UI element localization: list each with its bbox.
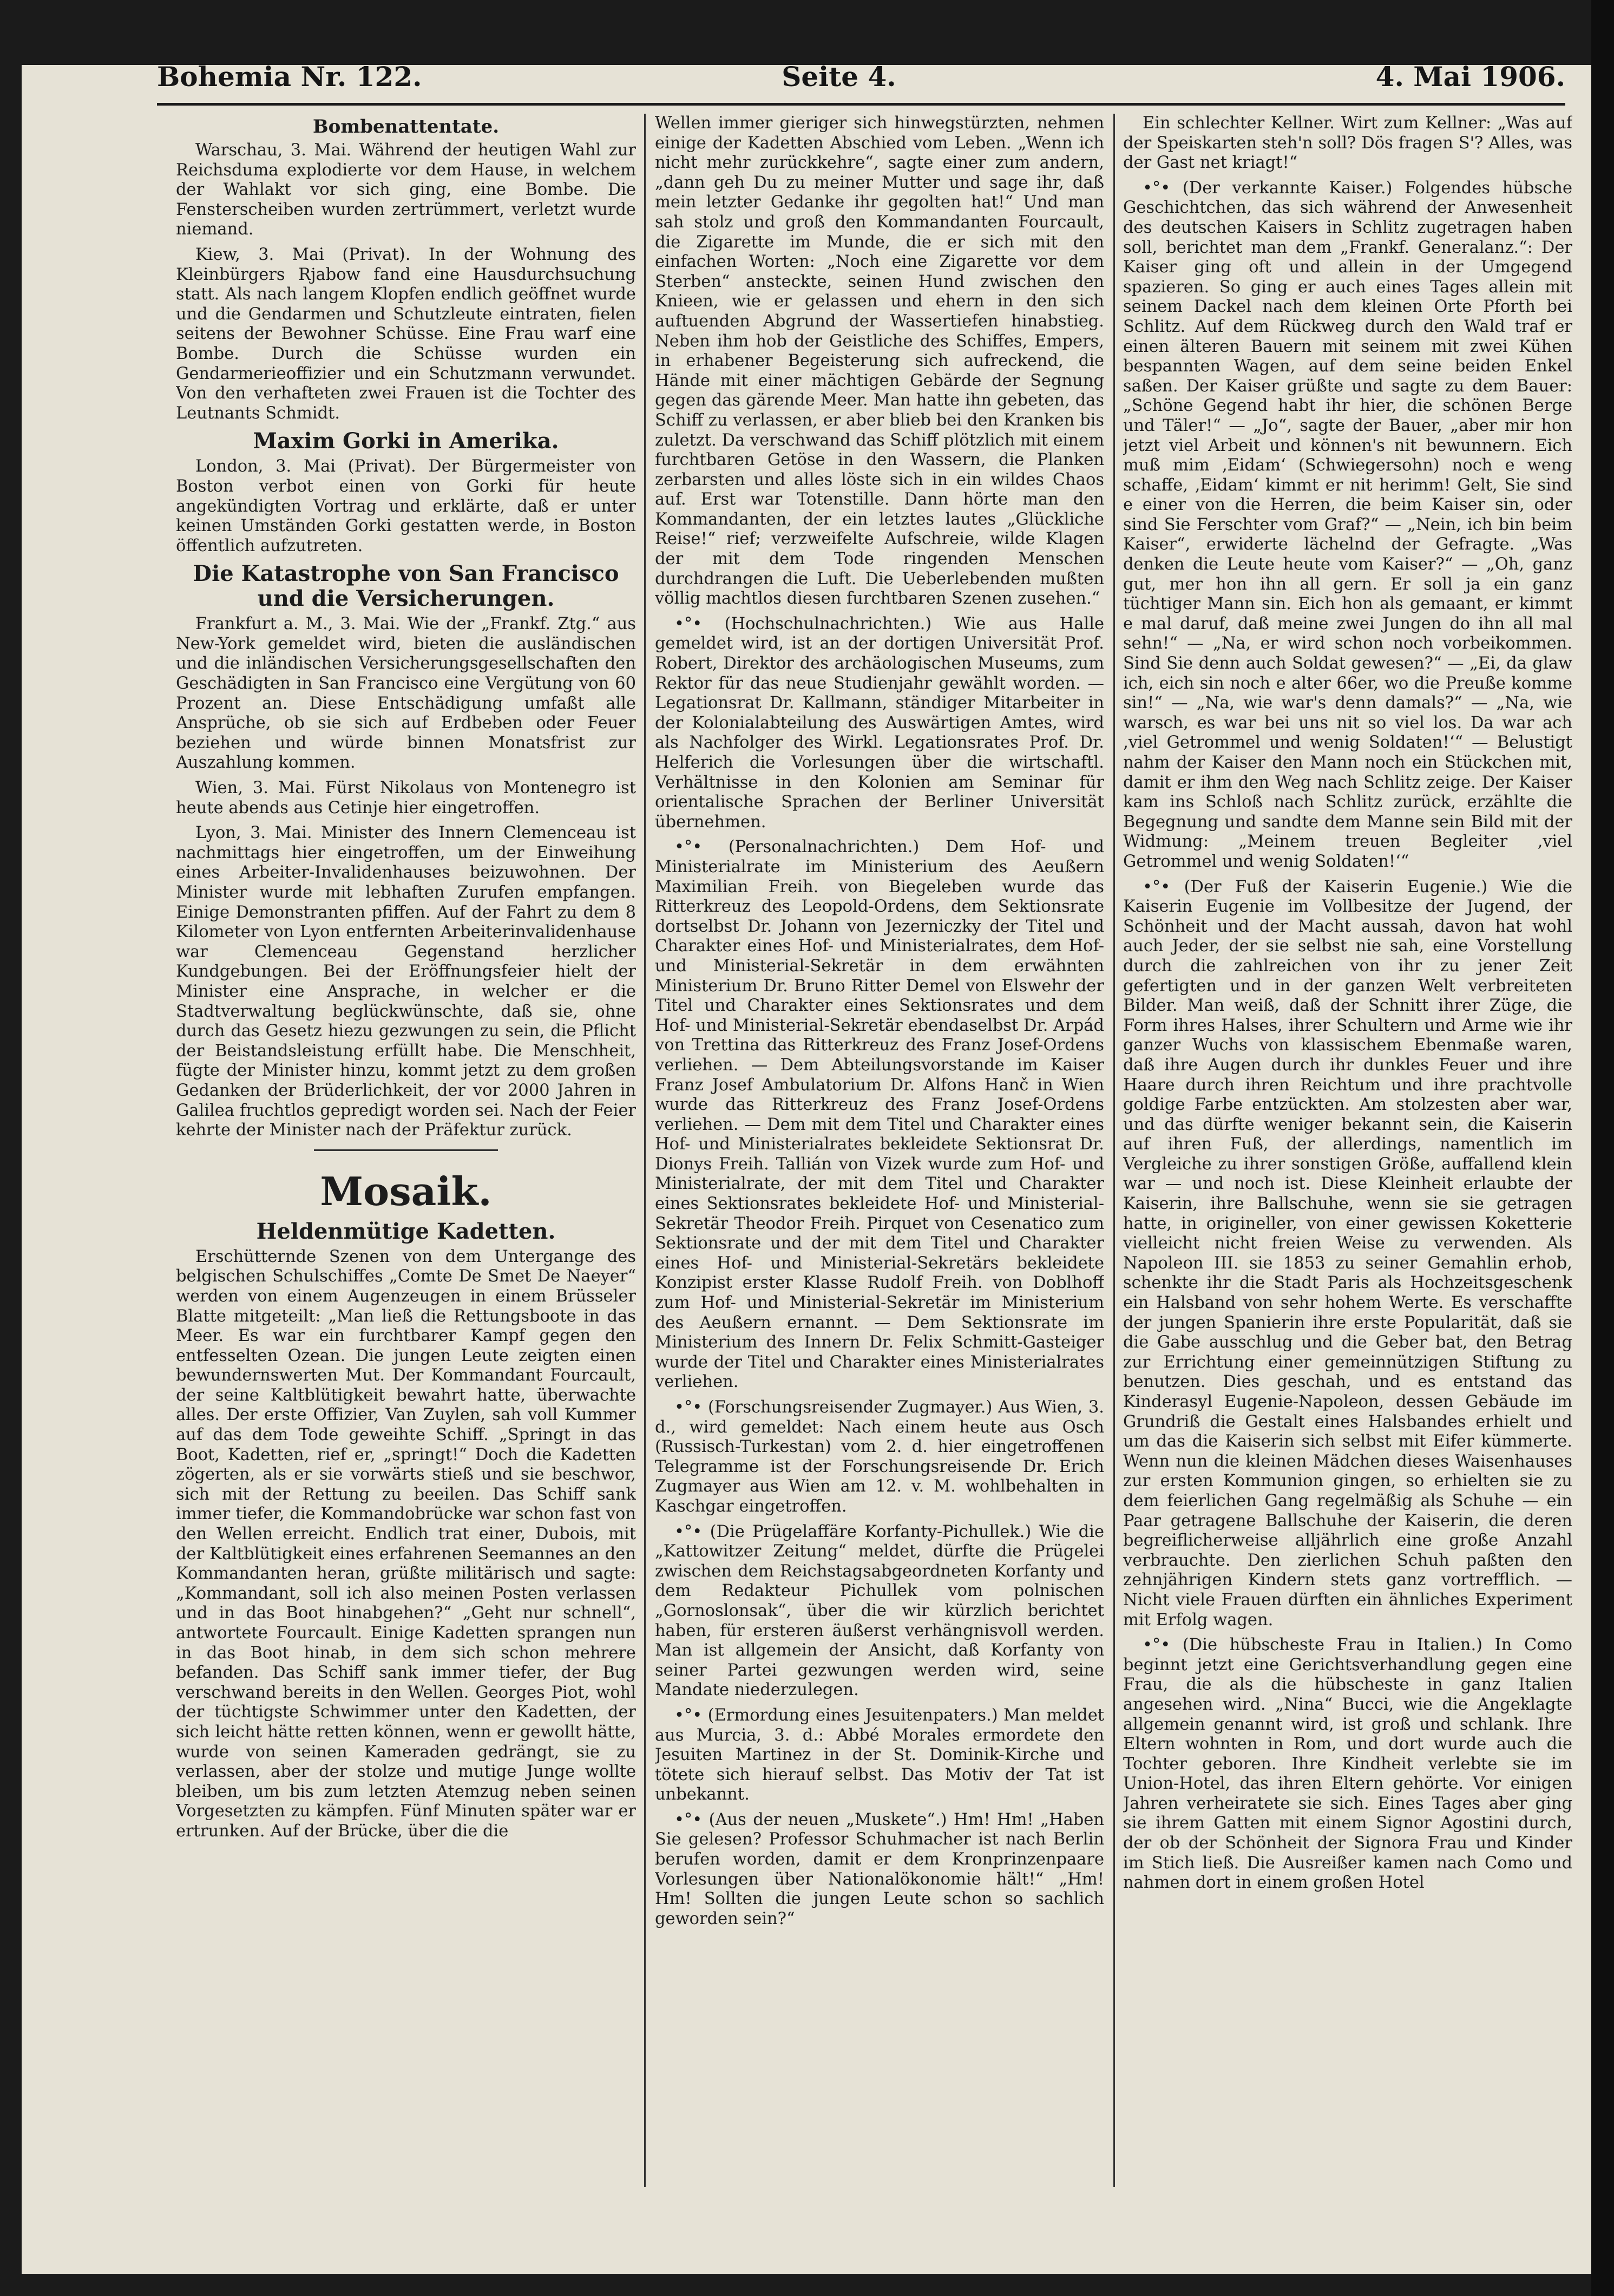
column-middle — [655, 114, 1104, 2187]
headline-gorki: Maxim Gorki in Amerika. — [253, 428, 559, 454]
article-lyon: Lyon, 3. Mai. Minister des Innern Clemenceau ist nachmittags hier eingetroffen, um der Einweihung eines Arbeiter-Invalidenhauses beizuwohnen. Der Minister wurde mit lebhaften Zurufen empfangen. Einige Demonstranten pfiffen. Auf der Fahrt zu dem 8 Kilometer von Lyon entfernten Arbeiterinvalidenhause war Clemenceau Gegenstand herzlicher Kundgebungen. Bei der Eröffnungsfeier hielt der Minister eine Ansprache, in welcher er die Stadtverwaltung beglückwünschte, daß sie, ohne durch das Gesetz hiezu gezwungen zu sein, die Pflicht der Beistandsleistung erfüllt habe. Die Menschheit, fügte der Minister hinzu, kommt jetzt zu dem großen Gedanken der Brüderlichkeit, der vor 2000 Jahren in Galilea fruchtlos gepredigt worden sei. Nach der Feier kehrte der Minister nach der Präfektur zurück. — [176, 823, 636, 1140]
article-kiew: Kiew, 3. Mai (Privat). In der Wohnung des Kleinbürgers Rjabow fand eine Hausdurchsuchung statt. Als nach langem Klopfen endlich geöffnet wurde und die Gendarmen und Schutzleute eintraten, fielen seitens der Bewohner Schüsse. Eine Frau warf eine Bombe. Durch die Schüsse wurden ein Gendarmerieoffizier und ein Schutzmann verwundet. Von den verhafteten zwei Frauen ist die Tochter des Leutnants Schmidt. — [176, 245, 636, 423]
article-london-gorki: London, 3. Mai (Privat). Der Bürgermeister von Boston verbot einen von Gorki für heute angekündigten Vortrag und erklärte, daß er unter keinen Umständen Gorki gestatten werde, in Boston öffentlich aufzutreten. — [176, 457, 636, 555]
scan-border — [1591, 0, 1614, 2296]
column-right — [1123, 114, 1572, 2187]
notice-huebscheste-frau: •°• (Die hübscheste Frau in Italien.) In Como beginnt jetzt eine Gerichtsverhandlung gegen eine Frau, die als die hübscheste in ganz Italien angesehen wird. „Nina“ Bucci, wie die Angeklagte allgemein genannt wird, ist groß und schlank. Ihre Eltern wohnten in Rom, und dort wurde auch die Tochter geboren. Ihre Kindheit verlebte sie im Union-Hotel, das ihren Eltern gehörte. Vor einigen Jahren verheiratete sie sich. Eines Tages aber ging sie ihrem Gatten mit einem Signor Agostini durch, der ob der Schönheit der Signora Frau und Kinder im Stich ließ. Die Ausreißer kamen nach Como und nahmen dort in einem großen Hotel — [1123, 1636, 1572, 1893]
notice-hochschulnachrichten: •°• (Hochschulnachrichten.) Wie aus Halle gemeldet wird, ist an der dortigen Universität Prof. Robert, Direktor des archäologischen Museums, zum Rektor für das neue Studienjahr gewählt worden. — Legationsrat Dr. Kallmann, ständiger Mitarbeiter in der Kolonialabteilung des Auswärtigen Amtes, wird als Nachfolger des Wirkl. Legationsrates Prof. Dr. Helferich die Vorlesungen über die wirtschaftl. Verhältnisse in den Kolonien am Seminar für orientalische Sprachen der Berliner Universität übernehmen. — [655, 614, 1104, 832]
article-warschau: Warschau, 3. Mai. Während der heutigen Wahl zur Reichsduma explodierte vor dem Hause, in welchem der Wahlakt vor sich ging, eine Bombe. Die Fensterscheiben wurden zertrümmert, verletzt wurde niemand. — [176, 141, 636, 239]
article-kadetten: Erschütternde Szenen von dem Untergange des belgischen Schulschiffes „Comte De Smet De Naeyer“ werden von einem Augenzeugen in einem Brüsseler Blatte mitgeteilt: „Man ließ die Rettungsboote in das Meer. Es war ein furchtbarer Kampf gegen den entfesselten Ozean. Die jungen Leute zeigten einen bewundernswerten Mut. Der Kommandant Fourcault, der seine Kaltblütigkeit bewahrt hatte, überwachte alles. Der erste Offizier, Van Zuylen, sah voll Kummer auf das dem Tode geweihte Schiff. „Springt in das Boot, Kadetten, rief er, „springt!“ Doch die Kadetten zögerten, als er sie vorwärts stieß und sie beschwor, sich mit der Rettung zu beeilen. Das Schiff sank immer tiefer, die Kommandobrücke war schon fast von den Wellen erreicht. Endlich trat einer, Dubois, mit der Kaltblütigkeit eines erfahrenen Seemannes an den Kommandanten heran, grüßte militärisch und sagte: „Kommandant, soll ich also meinen Posten verlassen und in das Boot hinabgehen?“ „Geht nur schnell“, antwortete Fourcault. Einige Kadetten sprangen nun in das Boot hinab, in dem sich schon mehrere befanden. Das Schiff sank immer tiefer, der Bug verschwand bereits in den Wellen. Georges Piot, wohl der tüchtigste Schwimmer unter den Kadetten, der sich leicht hätte retten können, wenn er gewollt hätte, wurde von seinen Kameraden gedrängt, sie zu verlassen, aber der stolze und mutige Junge wollte bleiben, um bis zum letzten Atemzug neben seinen Vorgesetzten zu kämpfen. Fünf Minuten später war er ertrunken. Auf der Brücke, über die die — [176, 1247, 636, 1841]
notice-zugmayer: •°• (Forschungsreisender Zugmayer.) Aus Wien, 3. d., wird gemeldet: Nach einem heute aus Osch (Russisch-Turkestan) vom 2. d. hier eingetroffenen Telegramme ist der Forschungsreisende Dr. Erich Zugmayer aus Wien am 12. v. M. wohlbehalten in Kaschgar eingetroffen. — [655, 1398, 1104, 1516]
notice-verkannte-kaiser: •°• (Der verkannte Kaiser.) Folgendes hübsche Geschichtchen, das sich während der Anwesenheit des deutschen Kaisers in Schlitz zugetragen haben soll, berichtet man dem „Frankf. Generalanz.“: Der Kaiser ging oft und allein in der Umgegend spazieren. So ging er auch eines Tages allein mit seinem Dackel nach dem kleinen Orte Pforth bei Schlitz. Auf dem Rückweg durch den Wald traf er einen älteren Bauern mit seinem mit zwei Kühen bespannten Wagen, auf dem seine beiden Enkel saßen. Der Kaiser grüßte und sagte zu dem Bauer: „Schöne Gegend habt ihr hier, die schönen Berge und Täler!“ — „Jo“, sagte der Bauer, „aber mir hon jetzt viel Arbeit und können's nit bewunnern. Eich muß mim ‚Eidam‘ (Schwiegersohn) noch e weng schaffe, ‚Eidam‘ kimmt er nit herimm! Gelt, Sie sind e einer von die Herren, die beim Kaiser sin, oder sind Sie Ferschter vom Graf?“ — „Nein, ich bin beim Kaiser“, erwiderte lächelnd der Gefragte. „Was denken die Leute heute vom Kaiser?“ — „Oh, ganz gut, mer hon ihn all gern. Er soll ja ein ganz tüchtiger Mann sin. Eich hon als gemaant, er kimmt e mal daruf, daß meine zwei Jungen do ihn all mal sehn!“ — „Na, er wird schon noch vorbeikommen. Sind Sie denn auch Soldat gewesen?“ — „Ei, da glaw ich, eich sin noch e alter 66er, wo die Preuße komme sin!“ — „Na, wie war's denn damals?“ — „Na, wie warsch, es war bei uns nit so viel los. Da war ach ‚viel Getrommel und wenig Soldaten!‘“ — Belustigt nahm der Kaiser den Mann noch ein Stückchen mit, damit er ihm den Weg nach Schlitz zeige. Der Kaiser kam ins Schloß nach Schlitz zurück, erzählte die Begegnung und sandte dem Manne sein Bild mit der Widmung: „Meinem treuen Begleiter ‚viel Getrommel und wenig Soldaten!‘“ — [1123, 178, 1572, 871]
header-rule — [157, 103, 1565, 106]
issue-date: 4. Mai 1906. — [1375, 61, 1565, 93]
section-title-mosaik: Mosaik. — [320, 1168, 492, 1214]
notice-kaiserin-eugenie: •°• (Der Fuß der Kaiserin Eugenie.) Wie die Kaiserin Eugenie im Vollbesitze der Jugend, der Schönheit und der Macht aussah, davon hat wohl auch Jeder, der sie selbst nie sah, eine Vorstellung durch die zahlreichen von ihr zu jener Zeit gefertigten und in der ganzen Welt verbreiteten Bilder. Man weiß, daß der Schnitt ihrer Züge, die Form ihres Halses, ihrer Schultern und Arme wie ihr ganzer Wuchs von klassischem Ebenmaße waren, daß ihre Augen durch ihr dunkles Feuer und ihre Haare durch ihren Reichtum und ihre prachtvolle goldige Farbe entzückten. Am stolzesten aber war, und das dürfte weniger bekannt sein, die Kaiserin auf ihren Fuß, der allerdings, namentlich im Vergleiche zu ihrer sonstigen Größe, auffallend klein war — und noch ist. Diese Kleinheit erlaubte der Kaiserin, ihre Ballschuhe, wenn sie sie getragen hatte, in origineller, von einer gewissen Koketterie vielleicht nicht freien Weise zu verwenden. Als Napoleon III. sie 1853 zu seiner Gemahlin erhob, schenkte ihr die Stadt Paris als Hochzeitsgeschenk ein Halsband von sehr hohem Werte. Es verschaffte der jungen Spanierin ihre erste Popularität, daß sie die Gabe ausschlug und die Geber bat, den Betrag zur Errichtung einer gemeinnützigen Stiftung zu benutzen. Dies geschah, und es entstand das Kinderasyl Eugenie-Napoleon, dessen Gebäude im Grundriß die Gestalt eines Halsbandes erhielt und um das die Kaiserin sich selbst mit Eifer kümmerte. Wenn nun die kleinen Mädchen dieses Waisenhauses zur ersten Kommunion gingen, so erhielten sie zu dem feierlichen Gang regelmäßig als Schuhe — ein Paar getragene Ballschuhe der Kaiserin, die deren begreiflicherweise alljährlich eine große Anzahl verbrauchte. Den zierlichen Schuh paßten den zehnjährigen Kindern stets ganz vortrefflich. — Nicht viele Frauen dürften ein ähnliches Experiment mit Erfolg wagen. — [1123, 877, 1572, 1630]
notice-muskete: •°• (Aus der neuen „Muskete“.) Hm! Hm! „Haben Sie gelesen? Professor Schuhmacher ist nach Berlin berufen worden, damit er dem Kronprinzenpaare Vorlesungen über Nationalökonomie hält!“ „Hm! Hm! Sollten die jungen Leute schon so sachlich geworden sein?“ — [655, 1810, 1104, 1928]
masthead-issue: Bohemia Nr. 122. — [157, 61, 422, 93]
notice-jesuitenpater: •°• (Ermordung eines Jesuitenpaters.) Man meldet aus Murcia, 3. d.: Abbé Morales ermordete den Jesuiten Martinez in der St. Dominik-Kirche und tötete sich hierauf selbst. Das Motiv der Tat ist unbekannt. — [655, 1705, 1104, 1804]
article-kadetten-continued: Wellen immer gieriger sich hinwegstürzten, nehmen einige der Kadetten Abschied vom Leben. „Wenn ich nicht mehr zurückkehre“, sagte einer zum andern, „dann geh Du zu meiner Mutter und sage ihr, daß mein letzter Gedanke ihr gegolten hat!“ Und man sah stolz und groß den Kommandanten Fourcault, die Zigarette im Munde, die er sich mit den einfachen Worten: „Noch eine Zigarette vor dem Sterben“ ansteckte, seinen Hund zwischen den Knieen, wie er gelassen und ehern in den sich auftuenden Abgrund der Wassertiefen hinabstieg. Neben ihm hob der Geistliche des Schiffes, Empers, in erhabener Begeisterung sich aufreckend, die Hände mit einer mächtigen Gebärde der Segnung gegen das gärende Meer. Man hatte ihn gebeten, das Schiff zu verlassen, er aber blieb bei den Kranken bis zuletzt. Da verschwand das Schiff plötzlich mit einem furchtbaren Getöse in den Wassern, die Planken zerbarsten und alles löste sich in ein wildes Chaos auf. Erst war Totenstille. Dann hörte man den Kommandanten, der ein letztes lautes „Glückliche Reise!“ rief; verzweifelte Aufschreie, wilde Klagen der mit dem Tode ringenden Menschen durchdrangen die Luft. Die Ueberlebenden mußten völlig machtlos diesen furchtbaren Szenen zusehen.“ — [655, 114, 1104, 609]
notice-personalnachrichten: •°• (Personalnachrichten.) Dem Hof- und Ministerialrate im Ministerium des Aeußern Maximilian Freih. von Biegeleben wurde das Ritterkreuz des Leopold-Ordens, dem Sektionsrate dortselbst Dr. Johann von Jezerniczky der Titel und Charakter eines Hof- und Ministerialrates, dem Hof- und Ministerial-Sekretär in dem erwähnten Ministerium Dr. Bruno Ritter Demel von Elswehr der Titel und Charakter eines Sektionsrates und dem Hof- und Ministerial-Sekretär ebendaselbst Dr. Arpád von Trettina das Ritterkreuz des Franz Josef-Ordens verliehen. — Dem Abteilungsvorstande im Kaiser Franz Josef Ambulatorium Dr. Alfons Hanč in Wien wurde das Ritterkreuz des Franz Josef-Ordens verliehen. — Dem mit dem Titel und Charakter eines Hof- und Ministerialrates bekleidete Sektionsrat Dr. Dionys Freih. Tallián von Vizek wurde zum Hof- und Ministerialrate, der mit dem Titel und Charakter eines Sektionsrates bekleidete Hof- und Ministerial-Sekretär Theodor Freih. Pirquet von Cesenatico zum Sektionsrate und der mit dem Titel und Charakter eines Hof- und Ministerial-Sekretärs bekleidete Konzipist erster Klasse Rudolf Freih. von Doblhoff zum Hof- und Ministerial-Sekretär im Ministerium des Aeußern ernannt. — Dem Sektionsrate im Ministerium des Innern Dr. Felix Schmitt-Gasteiger wurde der Titel und Charakter eines Ministerialrates verliehen. — [655, 838, 1104, 1392]
notice-kellner: Ein schlechter Kellner. Wirt zum Kellner: „Was auf der Speiskarten steh'n soll? Dös fragen S'? Alles, was der Gast net kriagt!“ — [1123, 114, 1572, 173]
article-frankfurt: Frankfurt a. M., 3. Mai. Wie der „Frankf. Ztg.“ aus New-York gemeldet wird, bieten die ausländischen und die inländischen Versicherungsgesellschaften den Geschädigten in San Francisco eine Vergütung von 60 Prozent an. Diese Entschädigung umfaßt alle Ansprüche, ob sie sich auf Erdbeben oder Feuer beziehen und würde binnen Monatsfrist zur Auszahlung kommen. — [176, 614, 636, 773]
headline-san-francisco: Die Katastrophe von San Francisco und die Versicherungen. — [193, 561, 619, 612]
column-divider — [1113, 114, 1115, 2187]
notice-korfanty: •°• (Die Prügelaffäre Korfanty-Pichullek.) Wie die „Kattowitzer Zeitung“ meldet, dürfte die Prügelei zwischen dem Reichstagsabgeordneten Korfanty und dem Redakteur Pichullek vom polnischen „Gornoslonsak“, über die wir kürzlich berichtet haben, für ersteren äußerst verhängnisvoll werden. Man ist allgemein der Ansicht, daß Korfanty von seiner Partei gezwungen werden wird, seine Mandate niederzulegen. — [655, 1522, 1104, 1700]
column-divider — [644, 114, 646, 2187]
headline-kadetten: Heldenmütige Kadetten. — [256, 1218, 556, 1244]
page-number: Seite 4. — [782, 61, 896, 93]
article-wien-nikolaus: Wien, 3. Mai. Fürst Nikolaus von Montenegro ist heute abends aus Cetinje hier eingetroffen. — [176, 779, 636, 817]
section-rule — [314, 1149, 498, 1151]
column-left — [176, 114, 636, 2187]
headline-bombenattentate: Bombenattentate. — [312, 116, 500, 138]
